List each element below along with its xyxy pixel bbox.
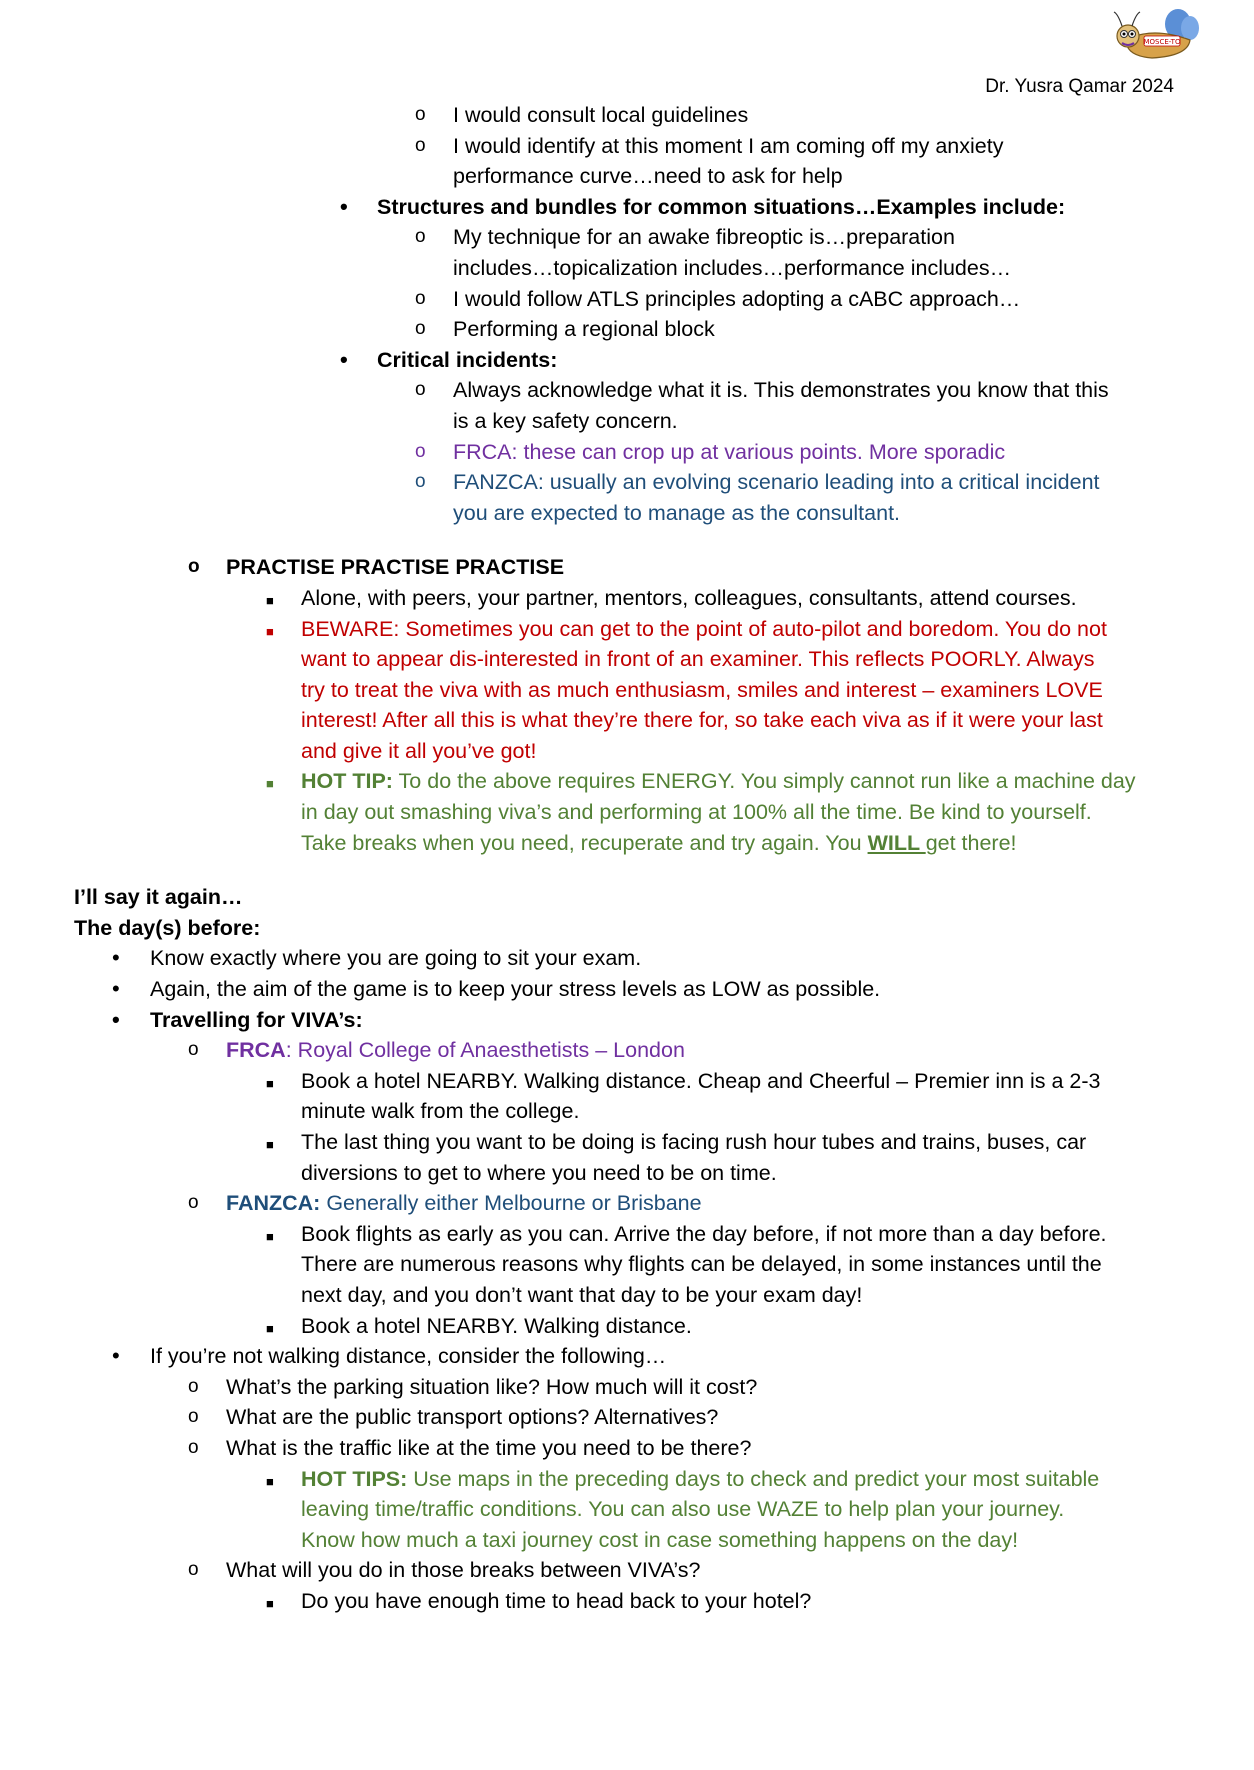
circle-bullet-icon: o [415, 471, 426, 493]
list-item: o I would identify at this moment I am coming off my anxiety [0, 131, 1254, 162]
disc-bullet-icon: • [340, 193, 348, 219]
square-bullet-icon: ■ [266, 1473, 274, 1489]
list-item: o What is the traffic like at the time you need to be there? [0, 1433, 1254, 1464]
circle-bullet-icon: o [415, 440, 426, 462]
list-item: ■ HOT TIP: To do the above requires ENERGY. You simply cannot run like a machine day [0, 766, 1254, 797]
list-item: ■ Book flights as early as you can. Arrive the day before, if not more than a day before. [0, 1219, 1254, 1250]
square-bullet-icon: ■ [266, 1075, 274, 1091]
list-item-continuation: Know how much a taxi journey cost in case something happens on the day! [301, 1527, 1019, 1552]
list-item: o My technique for an awake fibreoptic is…preparation [0, 222, 1254, 253]
list-item-continuation: next day, and you don’t want that day to be your exam day! [301, 1282, 863, 1307]
logo-lettering: MOSCE-TO [1143, 38, 1181, 46]
circle-bullet-icon: o [415, 318, 426, 340]
square-bullet-icon: ■ [266, 1595, 274, 1611]
list-item: o FANZCA: usually an evolving scenario leading into a critical incident [0, 467, 1254, 498]
document-body [0, 100, 1254, 1617]
list-item-continuation: diversions to get to where you need to be on time. [301, 1160, 777, 1185]
author-header: Dr. Yusra Qamar 2024 [985, 76, 1174, 97]
list-item-continuation: interest! After all this is what they’re there for, so take each viva as if it were your last [301, 708, 1103, 733]
list-item: ■ Book a hotel NEARBY. Walking distance. [0, 1311, 1254, 1342]
list-item: ■ Book a hotel NEARBY. Walking distance. Cheap and Cheerful – Premier inn is a 2-3 [0, 1066, 1254, 1097]
mosce-logo [1108, 6, 1200, 68]
circle-bullet-icon: o [188, 1375, 199, 1397]
list-item: o PRACTISE PRACTISE PRACTISE [0, 552, 1254, 583]
circle-bullet-icon: o [188, 1559, 199, 1581]
circle-bullet-icon: o [415, 134, 426, 156]
list-item-continuation: Take breaks when you need, recuperate and try again. You WILL get there! [301, 830, 1017, 855]
list-item: o What will you do in those breaks between VIVA’s? [0, 1555, 1254, 1586]
list-item: • Structures and bundles for common situations…Examples include: [0, 192, 1254, 223]
square-bullet-icon: ■ [266, 623, 274, 639]
list-item: ■ Do you have enough time to head back to your hotel? [0, 1586, 1254, 1617]
list-item-continuation: you are expected to manage as the consultant. [453, 500, 901, 525]
section-heading: The day(s) before: [74, 915, 261, 940]
list-item: ■ BEWARE: Sometimes you can get to the point of auto-pilot and boredom. You do not [0, 614, 1254, 645]
disc-bullet-icon: • [112, 1343, 120, 1369]
list-item: o I would follow ATLS principles adopting a cABC approach… [0, 284, 1254, 315]
circle-bullet-icon: o [415, 287, 426, 309]
list-item: o What’s the parking situation like? How much will it cost? [0, 1372, 1254, 1403]
list-item: o What are the public transport options? Alternatives? [0, 1402, 1254, 1433]
list-item: • Again, the aim of the game is to keep your stress levels as LOW as possible. [0, 974, 1254, 1005]
list-item-continuation: in day out smashing viva’s and performing at 100% all the time. Be kind to yourself. [301, 800, 1092, 825]
list-item-continuation: is a key safety concern. [453, 408, 678, 433]
list-item: • Critical incidents: [0, 345, 1254, 376]
circle-bullet-icon: o [415, 226, 426, 248]
circle-bullet-icon: o [415, 104, 426, 125]
square-bullet-icon: ■ [266, 592, 274, 608]
list-item: • Travelling for VIVA’s: [0, 1005, 1254, 1036]
list-item-continuation: leaving time/traffic conditions. You can also use WAZE to help plan your journey. [301, 1497, 1065, 1522]
circle-bullet-icon: o [415, 379, 426, 401]
square-bullet-icon: ■ [266, 776, 274, 792]
disc-bullet-icon: • [112, 945, 120, 971]
list-item: • Know exactly where you are going to sit your exam. [0, 943, 1254, 974]
list-item-continuation: and give it all you’ve got! [301, 738, 537, 763]
list-item: • If you’re not walking distance, consider the following… [0, 1341, 1254, 1372]
list-item-continuation: performance curve…need to ask for help [453, 164, 843, 189]
circle-bullet-icon: o [188, 1192, 199, 1214]
list-item: ■ HOT TIPS: Use maps in the preceding days to check and predict your most suitable [0, 1464, 1254, 1495]
square-bullet-icon: ■ [266, 1228, 274, 1244]
list-item-continuation: includes…topicalization includes…performance includes… [453, 255, 1012, 280]
circle-bullet-icon: o [188, 556, 200, 578]
list-item: o FANZCA: Generally either Melbourne or Brisbane [0, 1188, 1254, 1219]
list-item: o FRCA: Royal College of Anaesthetists – London [0, 1035, 1254, 1066]
square-bullet-icon: ■ [266, 1137, 274, 1152]
circle-bullet-icon: o [188, 1436, 199, 1458]
list-item: o Performing a regional block [0, 314, 1254, 345]
list-item: o Always acknowledge what it is. This demonstrates you know that this [0, 375, 1254, 406]
square-bullet-icon: ■ [266, 1320, 274, 1336]
list-item-continuation: There are numerous reasons why flights can be delayed, in some instances until the [301, 1252, 1102, 1277]
list-item-continuation: want to appear dis-interested in front of an examiner. This reflects POORLY. Always [301, 647, 1095, 672]
list-item: ■ Alone, with peers, your partner, mentors, colleagues, consultants, attend courses. [0, 583, 1254, 614]
section-heading: I’ll say it again… [74, 885, 243, 910]
list-item: o FRCA: these can crop up at various points. More sporadic [0, 437, 1254, 468]
list-item-continuation: minute walk from the college. [301, 1099, 580, 1124]
list-item-continuation: try to treat the viva with as much enthusiasm, smiles and interest – examiners LOVE [301, 677, 1103, 702]
list-item: o I would consult local guidelines [0, 100, 1254, 131]
disc-bullet-icon: • [112, 1006, 120, 1032]
circle-bullet-icon: o [188, 1039, 199, 1061]
disc-bullet-icon: • [112, 976, 120, 1002]
circle-bullet-icon: o [188, 1406, 199, 1428]
disc-bullet-icon: • [340, 346, 348, 372]
list-item: ■ The last thing you want to be doing is facing rush hour tubes and trains, buses, car [0, 1127, 1254, 1158]
